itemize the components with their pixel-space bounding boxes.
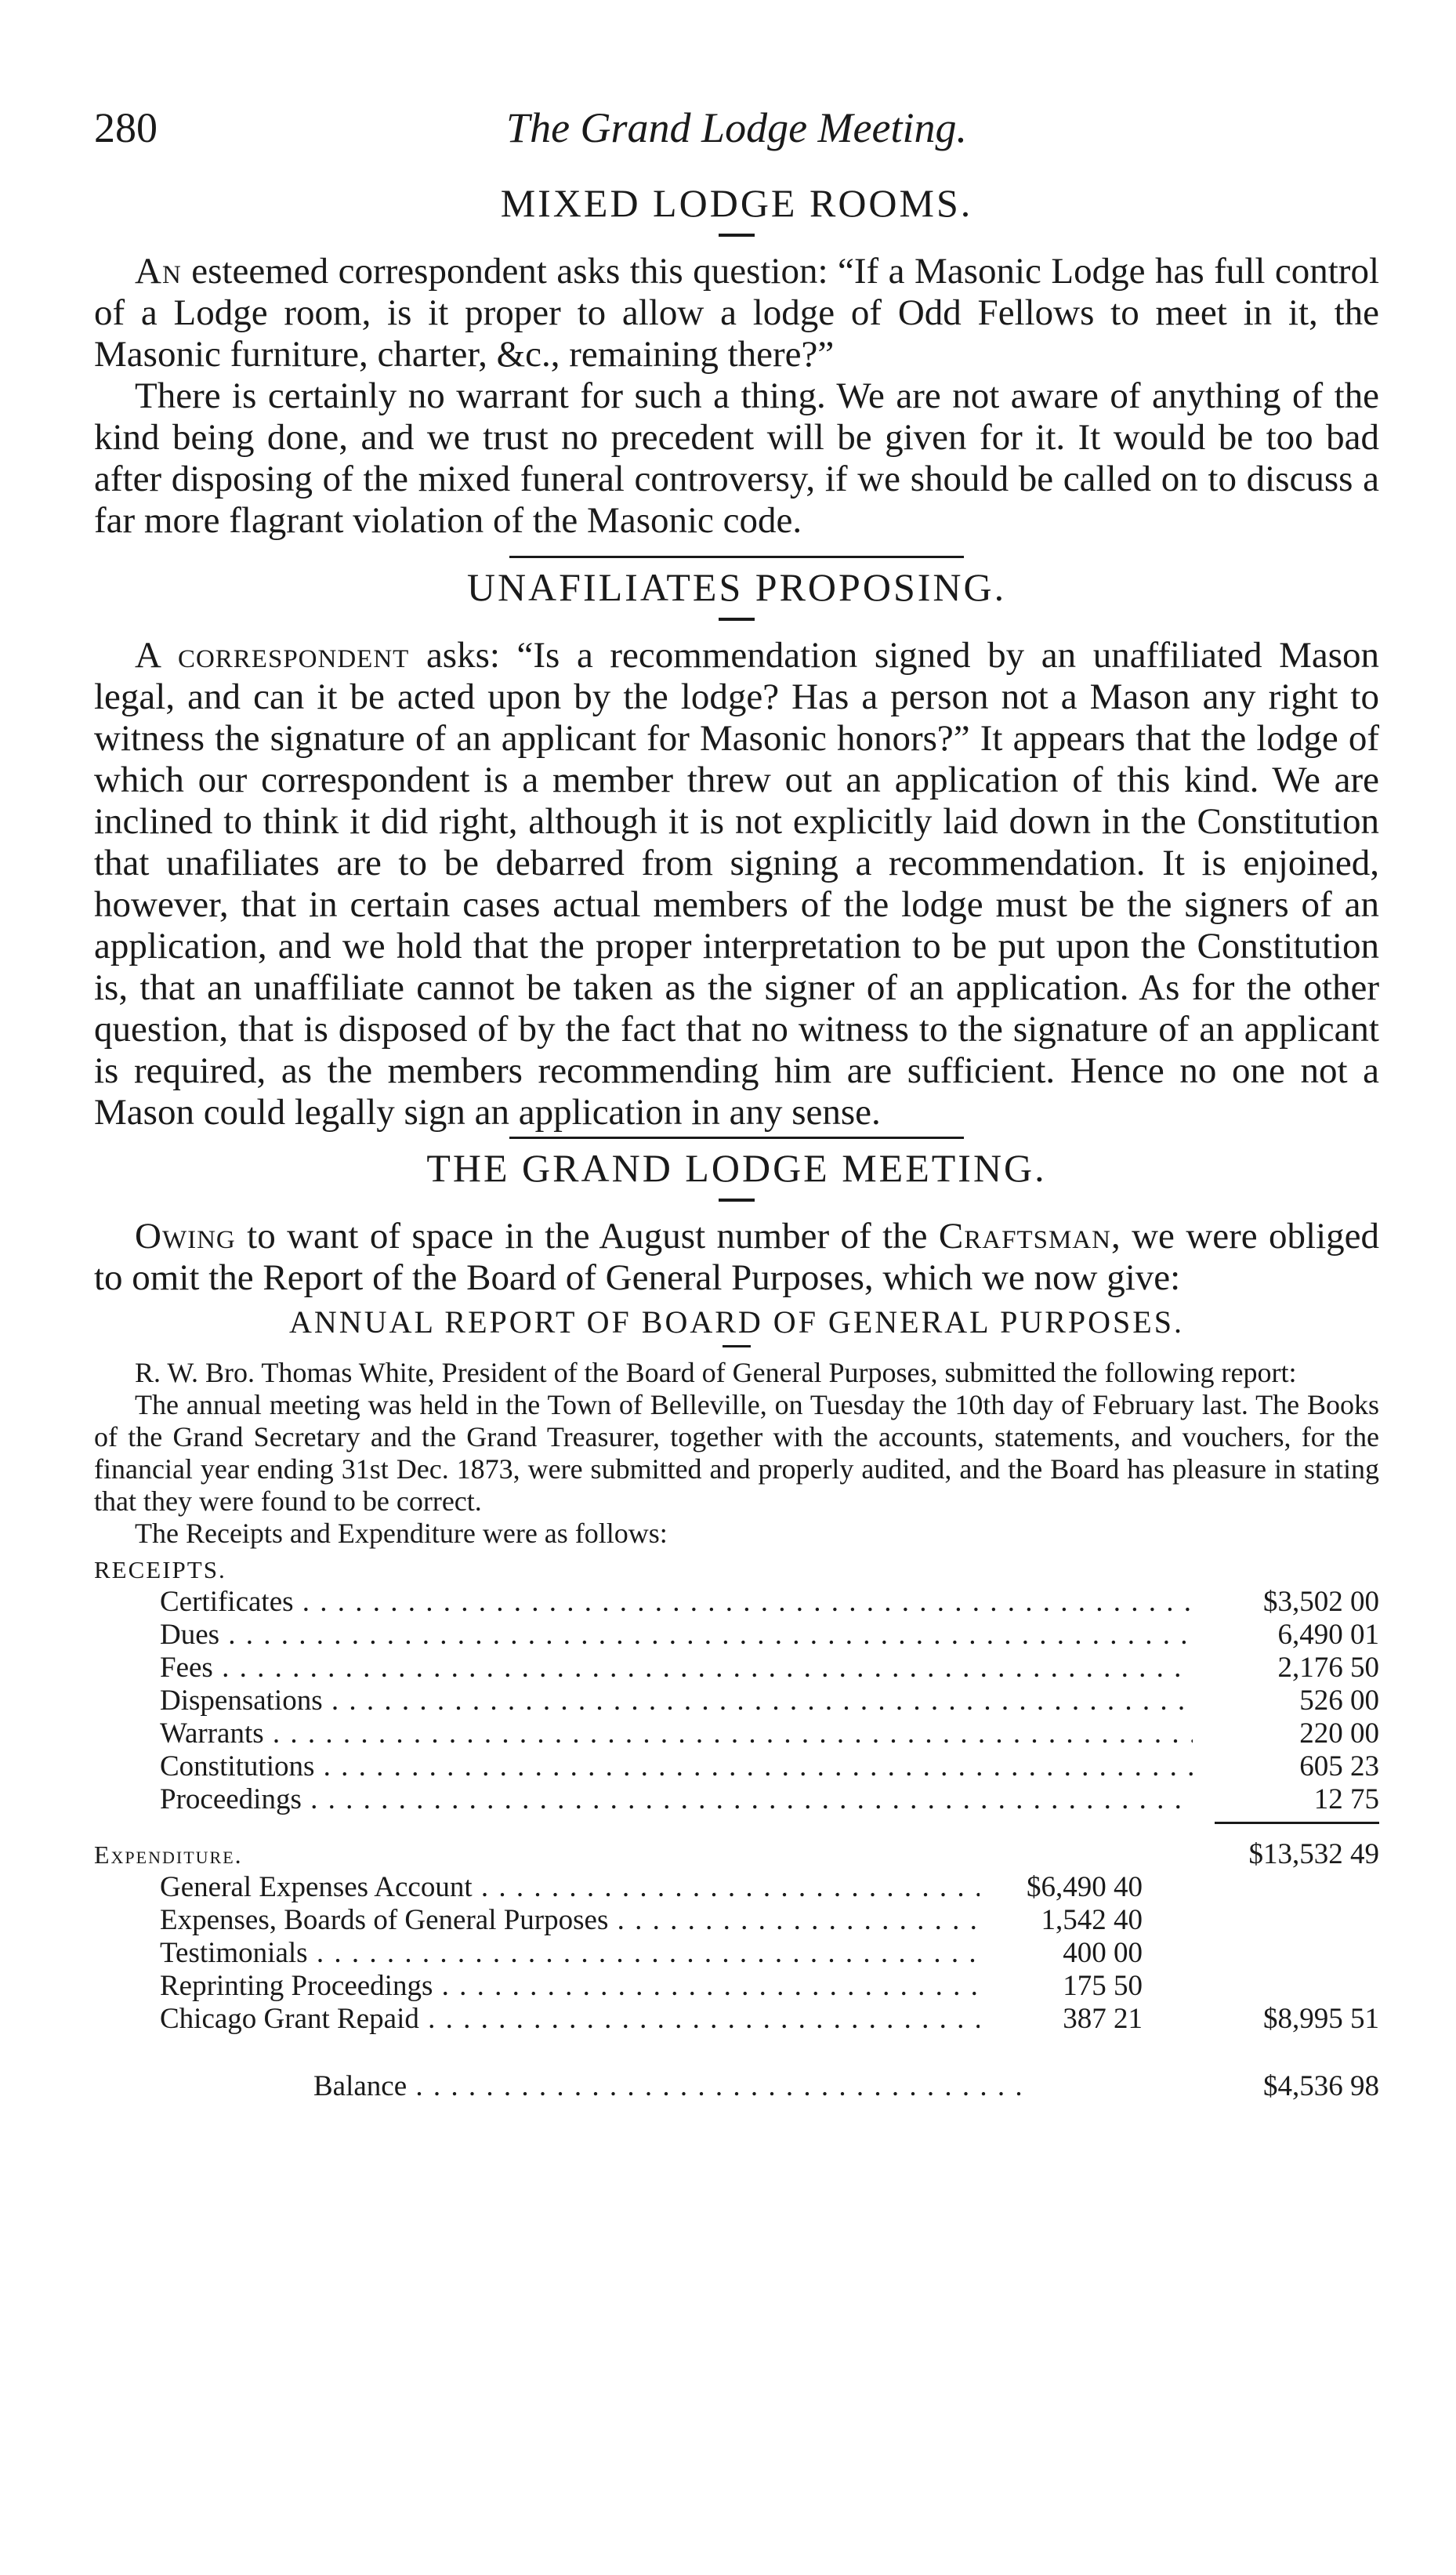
report-paragraph-2: The annual meeting was held in the Town of Belleville, on Tuesday the 10th day of February last. The Books of the Grand Secretary and the Grand Treasurer, together with the accounts, statements, and vouchers, for the financial year ending 31st Dec. 1873, were submitted and properly audited, and the Board has pleasure in stating that they were found to be correct. <box>94 1389 1379 1517</box>
expenditure-row <box>94 1937 1379 1970</box>
receipt-label: Certificates . . . <box>160 1586 1257 1619</box>
expenditure-amount: $6,490 40 <box>980 1871 1143 1904</box>
expenditure-row <box>94 2003 1379 2036</box>
title-dash <box>719 618 755 621</box>
page-number: 280 <box>94 104 158 151</box>
section-rule <box>509 1137 964 1139</box>
expenditure-amount: 1,542 40 <box>980 1904 1143 1937</box>
paragraph-text: asks: “Is a recommendation signed by an unaffiliated Mason legal, and can it be acted upon by the lodge? Has a person not a Mason any right to witness the signature of an applicant for Masonic honors?” It appears that the lodge of which our correspondent is a member threw out an application of this kind. We are inclined to think it did right, although it is not explicitly laid down in the Constitution that unafiliates are to be debarred from signing a recommendation. It is enjoined, however, that in certain cases actual members of the lodge must be the signers of an application, and we hold that the proper interpretation to be put upon the Constitution is, that an unaffiliate cannot be taken as the signer of an application. As for the other question, that is disposed of by the fact that no witness to the signature of an applicant is required, as the members recommending him are sufficient. Hence no one not a Mason could legally sign an application in any sense. <box>94 635 1380 1133</box>
expenditure-amount: 400 00 <box>980 1937 1143 1970</box>
paragraph-text: esteemed correspondent asks this question: “If a Masonic Lodge has full control of a Lodge room, is it proper to allow a lodge of Odd Fellows to meet in it, the Masonic furniture, charter, &c., remaining there?” <box>94 251 1379 375</box>
report-paragraph-3: The Receipts and Expenditure were as follows: <box>135 1518 668 1549</box>
receipt-row <box>94 1750 1379 1783</box>
section1-paragraph-2: There is certainly no warrant for such a thing. We are not aware of anything of the kind being done, and we trust no precedent will be given for it. It would be too bad after disposing of the mixed funeral controversy, if we should be called on to discuss a far more flagrant violation of the Masonic code. <box>94 375 1379 541</box>
section-rule <box>509 556 964 558</box>
expenditure-heading: Expenditure. <box>94 1841 243 1869</box>
section-title-grand-lodge-meeting: THE GRAND LODGE MEETING. <box>426 1146 1047 1190</box>
receipt-label: Proceedings . . . <box>160 1783 1257 1816</box>
receipt-amount: $3,502 00 <box>1193 1586 1379 1619</box>
expenditure-label: Expenses, Boards of General Purposes . . . <box>160 1904 1069 1937</box>
lead-word: Owing <box>135 1216 236 1257</box>
expenditure-row <box>94 1871 1379 1904</box>
expenditure-row <box>94 1904 1379 1937</box>
report-title: ANNUAL REPORT OF BOARD OF GENERAL PURPOSES. <box>289 1304 1184 1340</box>
expenditure-row <box>94 1970 1379 2003</box>
receipt-amount: 2,176 50 <box>1193 1652 1379 1685</box>
receipt-row <box>94 1685 1379 1717</box>
receipt-label: Fees . . . <box>160 1652 1257 1685</box>
receipts-list <box>94 1586 1379 1816</box>
receipt-amount: 12 75 <box>1193 1783 1379 1816</box>
page-header <box>94 94 1379 165</box>
receipt-amount: 605 23 <box>1193 1750 1379 1783</box>
section-title-mixed-lodge-rooms: MIXED LODGE ROOMS. <box>500 181 973 225</box>
expenditure-label: Reprinting Proceedings . . . <box>160 1970 1069 2003</box>
section-title-unafiliates: UNAFILIATES PROPOSING. <box>466 565 1007 609</box>
lead-word: An <box>135 251 182 292</box>
expenditure-total: $8,995 51 <box>1193 2003 1379 2036</box>
publication-name: Craftsman <box>938 1216 1111 1257</box>
receipt-amount: 6,490 01 <box>1193 1619 1379 1652</box>
section3-paragraph-1 <box>94 1216 1379 1299</box>
paragraph-text: , we were obliged to omit the Report of the Board of General Purposes, which we now give: <box>94 1216 1380 1298</box>
sum-line <box>94 1816 1379 1830</box>
report-paragraph-1: R. W. Bro. Thomas White, President of the Board of General Purposes, submitted the following report: <box>135 1357 1297 1388</box>
balance-label: Balance . . . <box>313 2070 1034 2103</box>
receipt-row <box>94 1586 1379 1619</box>
receipts-heading: RECEIPTS. <box>94 1556 226 1583</box>
expenditure-heading-row <box>94 1838 1379 1871</box>
expenditure-label: Chicago Grant Repaid . . . <box>160 2003 1069 2036</box>
receipt-label: Warrants . . . <box>160 1717 1257 1750</box>
receipts-total: $13,532 49 <box>1193 1838 1379 1871</box>
section1-paragraph-1 <box>94 251 1379 375</box>
receipt-label: Dues . . . <box>160 1619 1257 1652</box>
title-dash <box>719 1199 755 1202</box>
lead-word: A correspondent <box>135 635 410 676</box>
expenditure-list <box>94 1871 1379 2036</box>
expenditure-label: Testimonials . . . <box>160 1937 1069 1970</box>
receipt-row <box>94 1652 1379 1685</box>
receipt-row <box>94 1717 1379 1750</box>
receipt-row <box>94 1619 1379 1652</box>
expenditure-amount: 387 21 <box>980 2003 1143 2036</box>
expenditure-amount: 175 50 <box>980 1970 1143 2003</box>
paragraph-text: to want of space in the August number of the <box>247 1216 928 1257</box>
section2-paragraph-1 <box>94 635 1379 1133</box>
balance-amount: $4,536 98 <box>1193 2070 1379 2103</box>
receipt-amount: 526 00 <box>1193 1685 1379 1717</box>
receipt-amount: 220 00 <box>1193 1717 1379 1750</box>
title-dash <box>719 234 755 237</box>
balance-row <box>94 2070 1379 2103</box>
document-page <box>94 94 1379 2103</box>
running-title: The Grand Lodge Meeting. <box>506 104 967 151</box>
title-dash <box>723 1345 751 1347</box>
receipt-label: Constitutions . . . <box>160 1750 1257 1783</box>
receipt-row <box>94 1783 1379 1816</box>
receipt-label: Dispensations . . . <box>160 1685 1257 1717</box>
expenditure-label: General Expenses Account . . . <box>160 1871 1069 1904</box>
